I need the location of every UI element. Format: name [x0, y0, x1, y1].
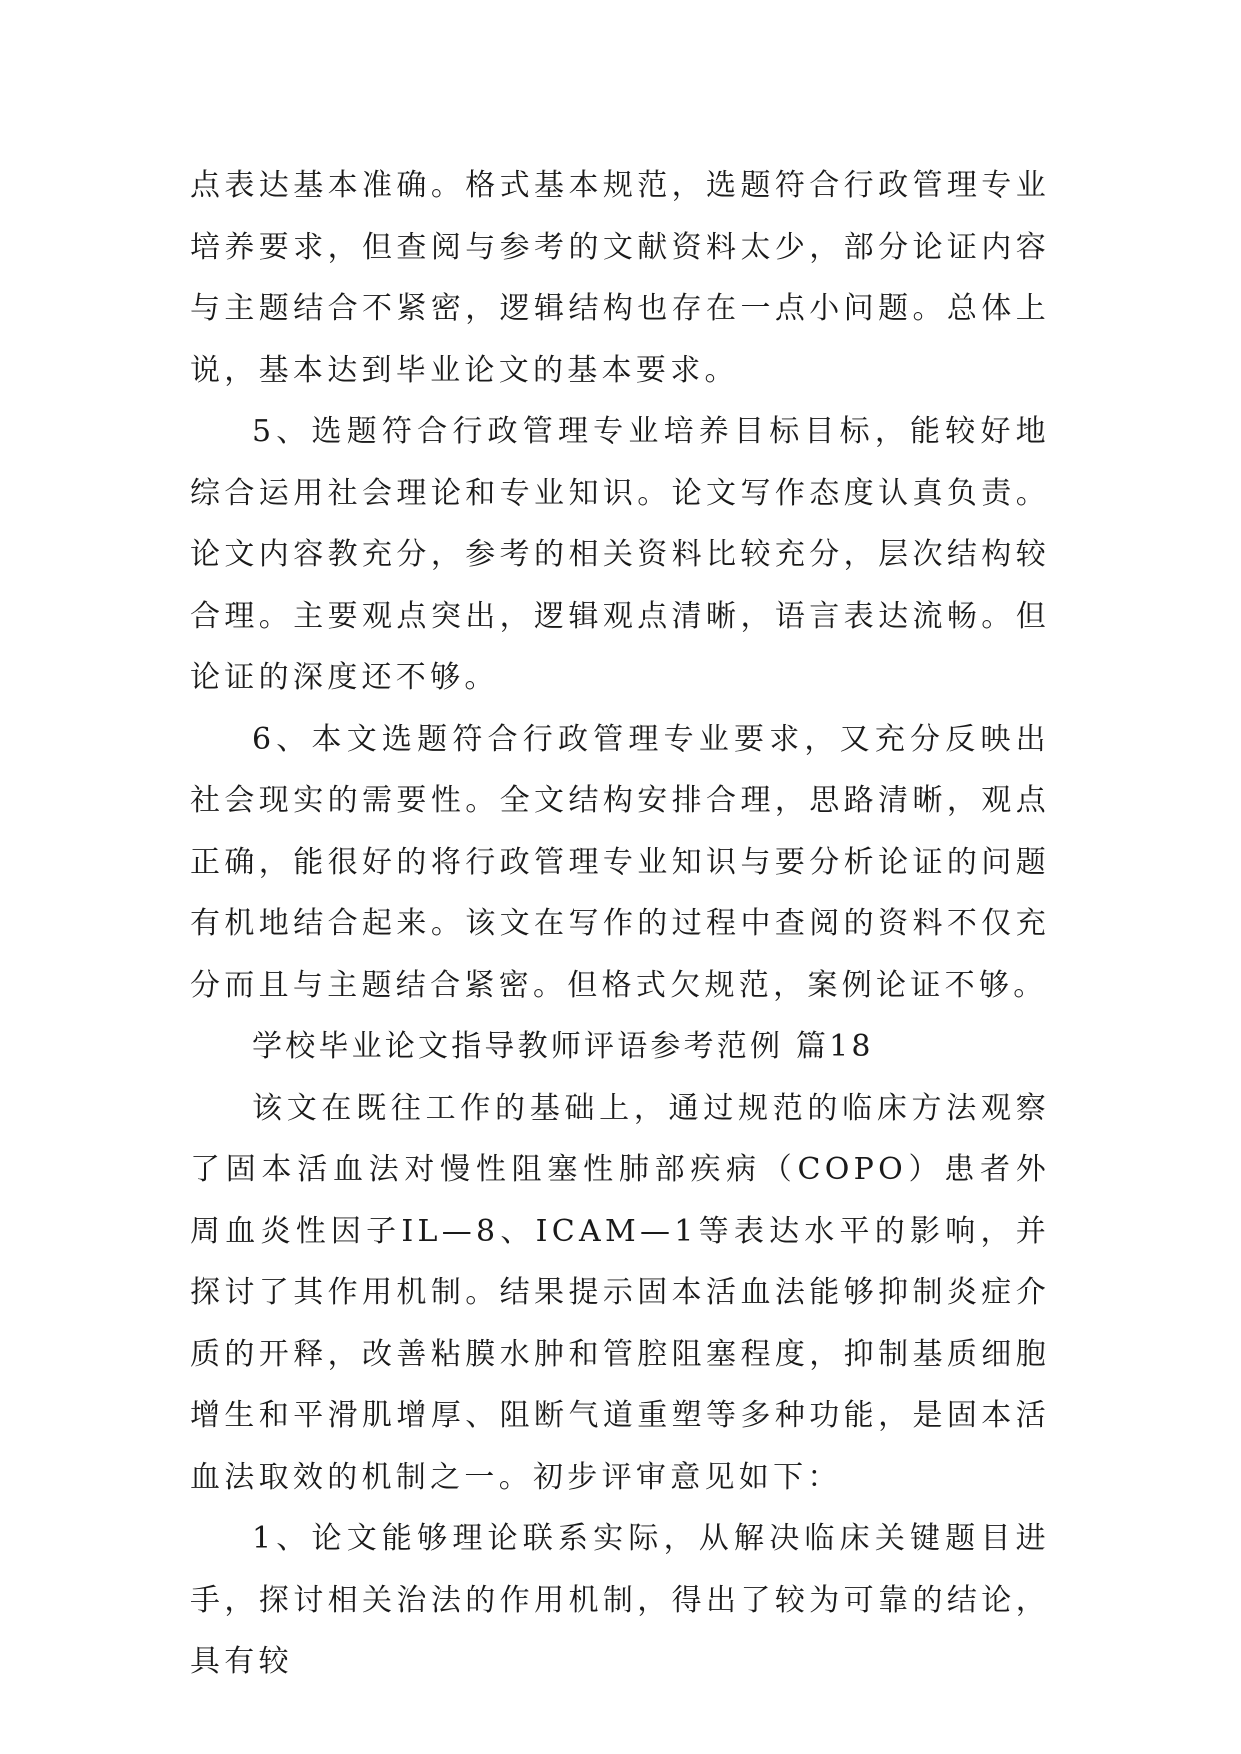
paragraph-evaluation-4-continued: 点表达基本准确。格式基本规范，选题符合行政管理专业培养要求，但查阅与参考的文献资料太少，部分论证内容与主题结合不紧密，逻辑结构也存在一点小问题。总体上说，基本达到毕业论文的基本要求。 [190, 168, 1050, 388]
paragraph-evaluation-6: 6、本文选题符合行政管理专业要求，又充分反映出社会现实的需要性。全文结构安排合理，思路清晰，观点正确，能很好的将行政管理专业知识与要分析论证的问题有机地结合起来。该文在写作的过程中查阅的资料不仅充分而且与主题结合紧密。但格式欠规范，案例论证不够。 [190, 721, 1050, 1003]
paragraph-review-point-1: 1、论文能够理论联系实际，从解决临床关键题目进手，探讨相关治法的作用机制，得出了较为可靠的结论，具有较 [190, 1521, 1050, 1679]
paragraph-review-intro: 该文在既往工作的基础上，通过规范的临床方法观察了固本活血法对慢性阻塞性肺部疾病（COPO）患者外周血炎性因子IL—8、ICAM—1等表达水平的影响，并探讨了其作用机制。结果提示固本活血法能够抑制炎症介质的开释，改善粘膜水肿和管腔阻塞程度，抑制基质细胞增生和平滑肌增厚、阻断气道重塑等多种功能，是固本活血法取效的机制之一。初步评审意见如下： [190, 1090, 1050, 1495]
paragraph-evaluation-5: 5、选题符合行政管理专业培养目标目标，能较好地综合运用社会理论和专业知识。论文写作态度认真负责。论文内容教充分，参考的相关资料比较充分，层次结构较合理。主要观点突出，逻辑观点清晰，语言表达流畅。但论证的深度还不够。 [190, 414, 1050, 695]
document-body [190, 155, 1050, 1693]
section-heading: 学校毕业论文指导教师评语参考范例 篇18 [252, 1029, 874, 1064]
